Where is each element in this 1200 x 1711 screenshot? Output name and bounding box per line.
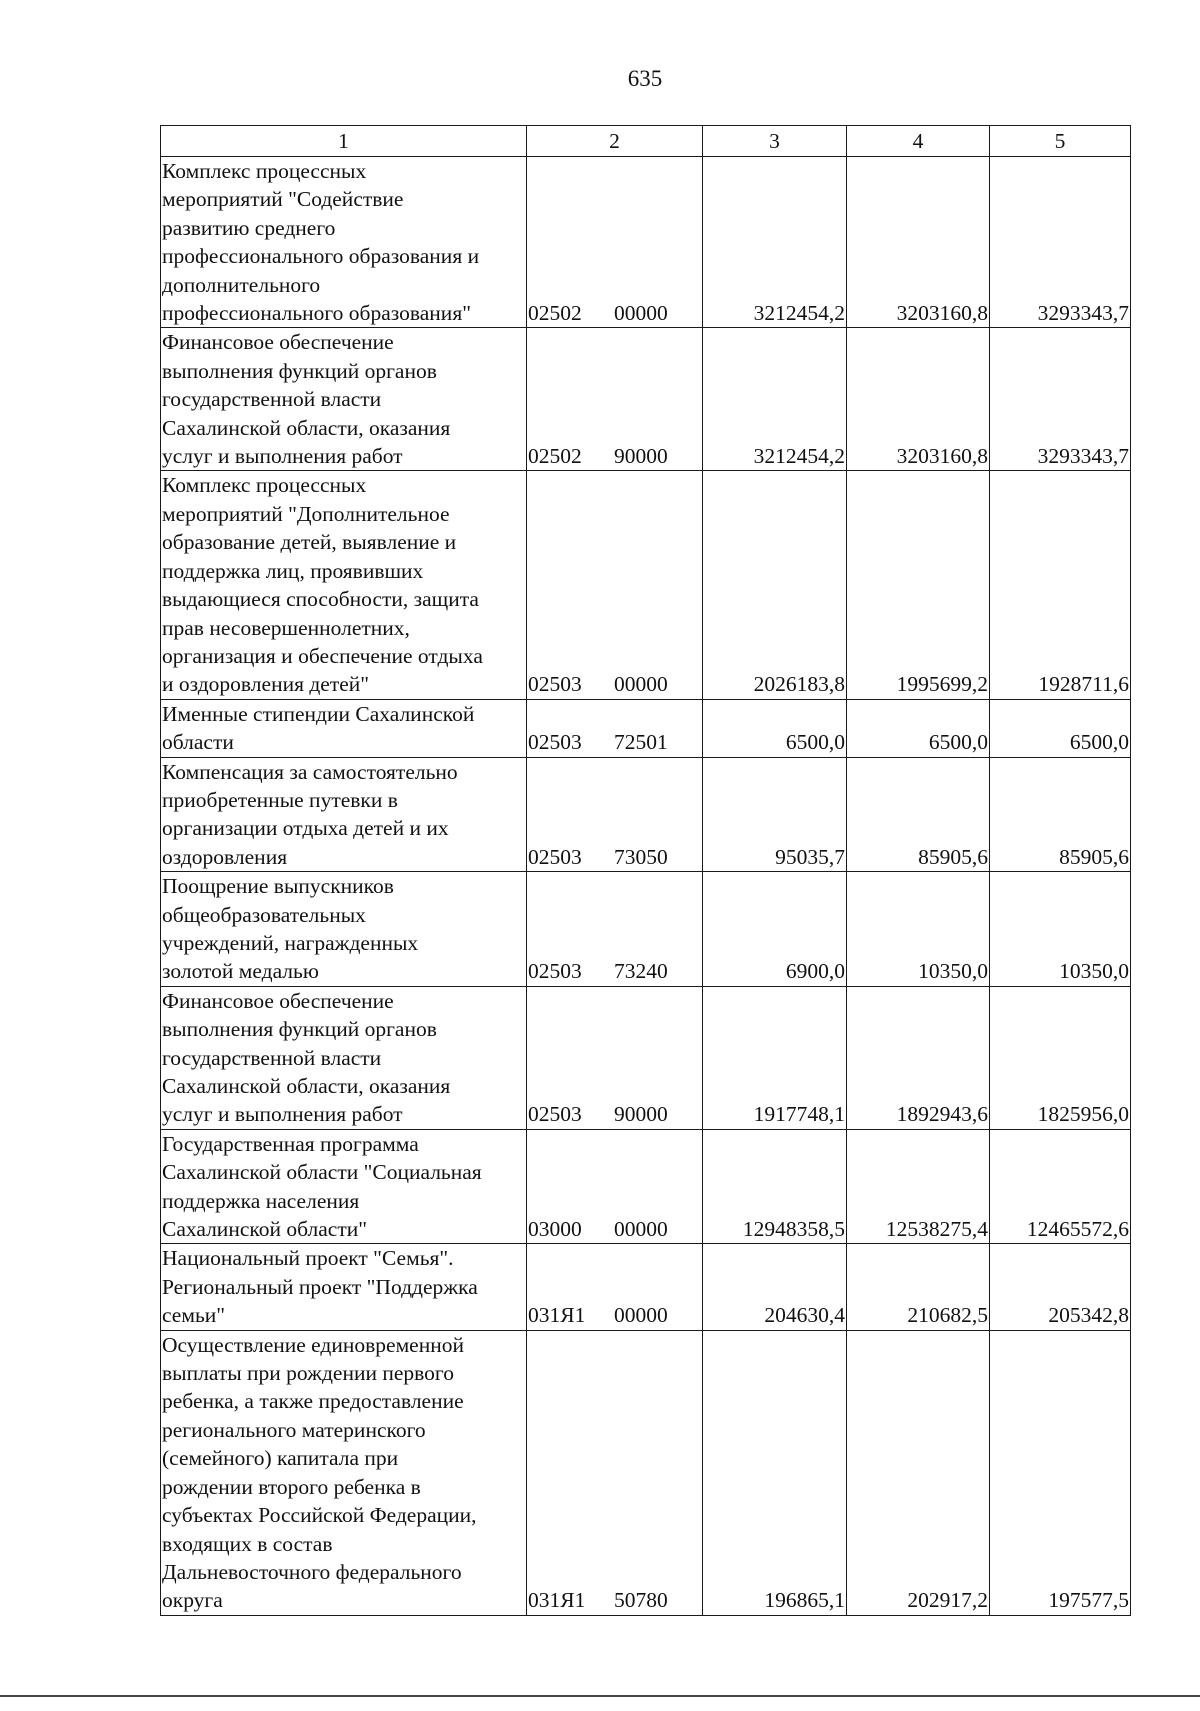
amount-v3: 204630,4	[703, 1244, 847, 1330]
table-row	[161, 986, 1131, 1129]
row-name: Поощрение выпускников общеобразовательных учреждений, награжденных золотой медалью	[161, 872, 527, 987]
amount-v3: 6500,0	[703, 699, 847, 757]
program-code: 02503	[528, 959, 582, 984]
table-row	[161, 872, 1131, 987]
program-code: 02502	[528, 444, 582, 469]
program-code: 02503	[528, 672, 582, 697]
row-name: Национальный проект "Семья". Региональный проект "Поддержка семьи"	[161, 1244, 527, 1330]
table-header-row	[161, 126, 1131, 157]
table-row	[161, 157, 1131, 328]
direction-code: 73050	[614, 844, 668, 869]
direction-code: 00000	[614, 1303, 668, 1328]
direction-code: 90000	[614, 1102, 668, 1127]
program-code: 02503	[528, 844, 582, 869]
header-col-5: 5	[990, 126, 1131, 157]
amount-v4: 3203160,8	[847, 157, 990, 328]
row-name: Государственная программа Сахалинской области "Социальная поддержка населения Сахалинской области"	[161, 1129, 527, 1244]
amount-v3: 3212454,2	[703, 328, 847, 471]
amount-v3: 196865,1	[703, 1330, 847, 1615]
header-col-3: 3	[703, 126, 847, 157]
page-number: 635	[627, 66, 663, 91]
program-code: 02502	[528, 301, 582, 326]
row-code	[527, 1129, 703, 1244]
direction-code: 50780	[614, 1588, 668, 1613]
row-code	[527, 328, 703, 471]
amount-v5: 6500,0	[990, 699, 1131, 757]
row-code	[527, 157, 703, 328]
row-name: Именные стипендии Сахалинской области	[161, 699, 527, 757]
header-col-2: 2	[527, 126, 703, 157]
amount-v5: 1825956,0	[990, 986, 1131, 1129]
row-name: Финансовое обеспечение выполнения функций органов государственной власти Сахалинской области, оказания услуг и выполнения работ	[161, 986, 527, 1129]
row-code	[527, 986, 703, 1129]
table-row	[161, 699, 1131, 757]
row-code	[527, 872, 703, 987]
table-row	[161, 757, 1131, 872]
row-name: Комплекс процессных мероприятий "Дополнительное образование детей, выявление и поддержка лиц, проявивших выдающиеся способности, защита прав несовершеннолетних, организация и обеспечение отдыха и оздоровления детей"	[161, 471, 527, 699]
program-code: 03000	[528, 1217, 582, 1242]
amount-v3: 1917748,1	[703, 986, 847, 1129]
budget-table	[160, 125, 1131, 1616]
row-code	[527, 699, 703, 757]
amount-v4: 6500,0	[847, 699, 990, 757]
amount-v4: 1892943,6	[847, 986, 990, 1129]
scan-border-line	[0, 1695, 1200, 1697]
amount-v3: 95035,7	[703, 757, 847, 872]
amount-v5: 12465572,6	[990, 1129, 1131, 1244]
table-row	[161, 1330, 1131, 1615]
amount-v5: 10350,0	[990, 872, 1131, 987]
direction-code: 72501	[614, 730, 668, 755]
row-name: Компенсация за самостоятельно приобретенные путевки в организации отдыха детей и их оздоровления	[161, 757, 527, 872]
amount-v4: 10350,0	[847, 872, 990, 987]
amount-v5: 3293343,7	[990, 157, 1131, 328]
amount-v4: 12538275,4	[847, 1129, 990, 1244]
row-name: Осуществление единовременной выплаты при рождении первого ребенка, а также предоставление регионального материнского (семейного) капитала при рождении второго ребенка в субъектах Российской Федерации, входящих в состав Дальневосточного федерального округа	[161, 1330, 527, 1615]
amount-v5: 1928711,6	[990, 471, 1131, 699]
amount-v3: 12948358,5	[703, 1129, 847, 1244]
amount-v4: 85905,6	[847, 757, 990, 872]
program-code: 031Я1	[528, 1303, 586, 1328]
row-code	[527, 757, 703, 872]
table-row	[161, 1244, 1131, 1330]
table-row	[161, 1129, 1131, 1244]
direction-code: 73240	[614, 959, 668, 984]
row-code	[527, 1244, 703, 1330]
direction-code: 90000	[614, 444, 668, 469]
direction-code: 00000	[614, 672, 668, 697]
amount-v5: 197577,5	[990, 1330, 1131, 1615]
amount-v5: 85905,6	[990, 757, 1131, 872]
direction-code: 00000	[614, 301, 668, 326]
row-name: Комплекс процессных мероприятий "Содействие развитию среднего профессионального образования и дополнительного профессионального образования"	[161, 157, 527, 328]
amount-v3: 6900,0	[703, 872, 847, 987]
amount-v4: 202917,2	[847, 1330, 990, 1615]
amount-v4: 1995699,2	[847, 471, 990, 699]
amount-v4: 210682,5	[847, 1244, 990, 1330]
program-code: 02503	[528, 1102, 582, 1127]
amount-v3: 3212454,2	[703, 157, 847, 328]
amount-v5: 3293343,7	[990, 328, 1131, 471]
program-code: 031Я1	[528, 1588, 586, 1613]
header-col-1: 1	[161, 126, 527, 157]
amount-v5: 205342,8	[990, 1244, 1131, 1330]
program-code: 02503	[528, 730, 582, 755]
header-col-4: 4	[847, 126, 990, 157]
table-row	[161, 471, 1131, 699]
amount-v4: 3203160,8	[847, 328, 990, 471]
amount-v3: 2026183,8	[703, 471, 847, 699]
row-code	[527, 471, 703, 699]
direction-code: 00000	[614, 1217, 668, 1242]
table-row	[161, 328, 1131, 471]
row-code	[527, 1330, 703, 1615]
row-name: Финансовое обеспечение выполнения функций органов государственной власти Сахалинской области, оказания услуг и выполнения работ	[161, 328, 527, 471]
